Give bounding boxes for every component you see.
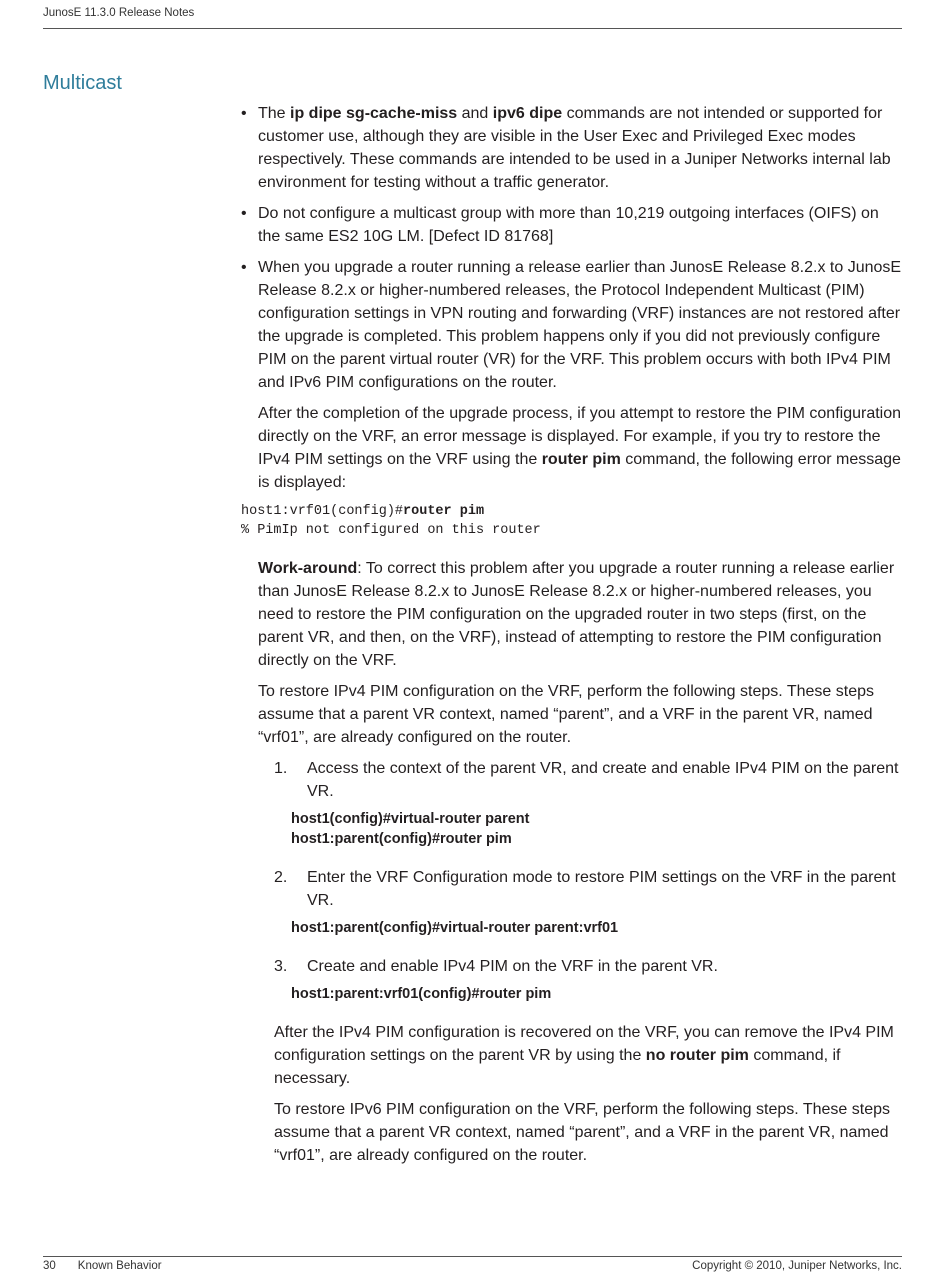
code-command: virtual-router parent:vrf01 xyxy=(440,920,619,936)
code-command: router pim xyxy=(479,986,552,1002)
after-ipv4-paragraph xyxy=(241,1021,903,1090)
paragraph-text: After the IPv4 PIM configuration is recovered on the VRF, you can remove the IPv4 PIM configuration settings on the parent VR by using the xyxy=(274,1024,894,1064)
workaround-label: Work-around xyxy=(258,560,358,577)
paragraph-text: After the completion of the upgrade process, if you attempt to restore the PIM configuration directly on the VRF, an error message is displayed. For example, if you try to restore the IPv4 PIM settings on the VRF using the xyxy=(258,405,902,468)
code-prompt: host1:parent:vrf01(config)# xyxy=(291,986,480,1002)
paragraph-text: command, if necessary. xyxy=(274,1047,841,1087)
bullet-text: Do not configure a multicast group with more than 10,219 outgoing interfaces (OIFS) on the same ES2 10G LM. [Defect ID 81768] xyxy=(258,205,879,245)
paragraph-text: : To correct this problem after you upgrade a router running a release earlier than JunosE Release 8.2.x to JunosE Release 8.2.x or higher-numbered releases, you need to restore the PIM configuration on the upgraded router in two steps (first, on the parent VR, and then, on the VRF), instead of attempting to restore the PIM configuration directly on the VRF. xyxy=(258,560,895,669)
command-name: ipv6 dipe xyxy=(492,105,563,122)
list-item xyxy=(274,757,903,803)
step-number: 3. xyxy=(274,958,288,975)
paragraph-text: command, the following error message is displayed: xyxy=(258,451,901,491)
error-code-block xyxy=(241,502,903,540)
footer-left xyxy=(43,1260,162,1272)
step-text: Enter the VRF Configuration mode to restore PIM settings on the VRF in the parent VR. xyxy=(307,869,896,909)
section-body xyxy=(241,102,903,1175)
code-command: router pim xyxy=(403,504,485,519)
command-name: no router pim xyxy=(645,1047,749,1064)
workaround-paragraph xyxy=(241,557,903,672)
bullet-text: and xyxy=(457,105,493,122)
code-prompt: host1(config)# xyxy=(291,811,391,827)
step-code xyxy=(274,809,903,849)
list-item xyxy=(274,955,903,978)
footer-section: Known Behavior xyxy=(77,1260,162,1272)
header-rule xyxy=(43,28,902,29)
bullet-item xyxy=(241,202,903,248)
bullet-text: The xyxy=(258,105,291,122)
command-name: router pim xyxy=(541,451,621,468)
bullet-item xyxy=(241,256,903,394)
ipv4-intro-paragraph: To restore IPv4 PIM configuration on the VRF, perform the following steps. These steps assume that a parent VR context, named “parent”, and a VRF in the parent VR, named “vrf01”, are already configured on the router. xyxy=(258,683,875,746)
code-error: % PimIp not configured on this router xyxy=(241,523,541,538)
running-header: JunosE 11.3.0 Release Notes xyxy=(43,7,195,19)
step-code xyxy=(274,984,903,1004)
bullet-item xyxy=(241,102,903,194)
code-prompt: host1:parent(config)# xyxy=(291,831,441,847)
list-item xyxy=(274,866,903,912)
step-text: Create and enable IPv4 PIM on the VRF in the parent VR. xyxy=(307,958,718,975)
step-number: 1. xyxy=(274,760,288,777)
footer-rule xyxy=(43,1256,902,1257)
steps-list xyxy=(241,757,903,1004)
bullet-text: When you upgrade a router running a release earlier than JunosE Release 8.2.x to JunosE Release 8.2.x or higher-numbered releases, the Protocol Independent Multicast (PIM) configuration settings in VPN routing and forwarding (VRF) instances are not restored after the upgrade is completed. This problem happens only if you did not previously configure PIM on the parent virtual router (VR) for the VRF. This problem occurs with both IPv4 PIM and IPv6 PIM configurations on the router. xyxy=(258,259,902,391)
section-title: Multicast xyxy=(43,72,122,94)
footer-copyright: Copyright © 2010, Juniper Networks, Inc. xyxy=(692,1260,902,1272)
code-command: virtual-router parent xyxy=(390,811,530,827)
ipv6-intro-paragraph: To restore IPv6 PIM configuration on the VRF, perform the following steps. These steps assume that a parent VR context, named “parent”, and a VRF in the parent VR, named “vrf01”, are already configured on the router. xyxy=(274,1101,891,1164)
step-text: Access the context of the parent VR, and create and enable IPv4 PIM on the parent VR. xyxy=(307,760,899,800)
bullet-icon: • xyxy=(241,259,247,276)
bullet-text: commands are not intended or supported for customer use, although they are visible in the User Exec and Privileged Exec modes respectively. These commands are intended to be used in a Juniper Networks internal lab environment for testing without a traffic generator. xyxy=(258,105,891,191)
page-number: 30 xyxy=(43,1260,56,1272)
step-number: 2. xyxy=(274,869,288,886)
code-prompt: host1:parent(config)# xyxy=(291,920,441,936)
step-code xyxy=(274,918,903,938)
code-command: router pim xyxy=(440,831,512,847)
code-prompt: host1:vrf01(config)# xyxy=(241,504,404,519)
bullet-icon: • xyxy=(241,205,247,222)
upgrade-paragraph xyxy=(241,402,903,494)
command-name: ip dipe sg-cache-miss xyxy=(290,105,458,122)
bullet-icon: • xyxy=(241,105,247,122)
